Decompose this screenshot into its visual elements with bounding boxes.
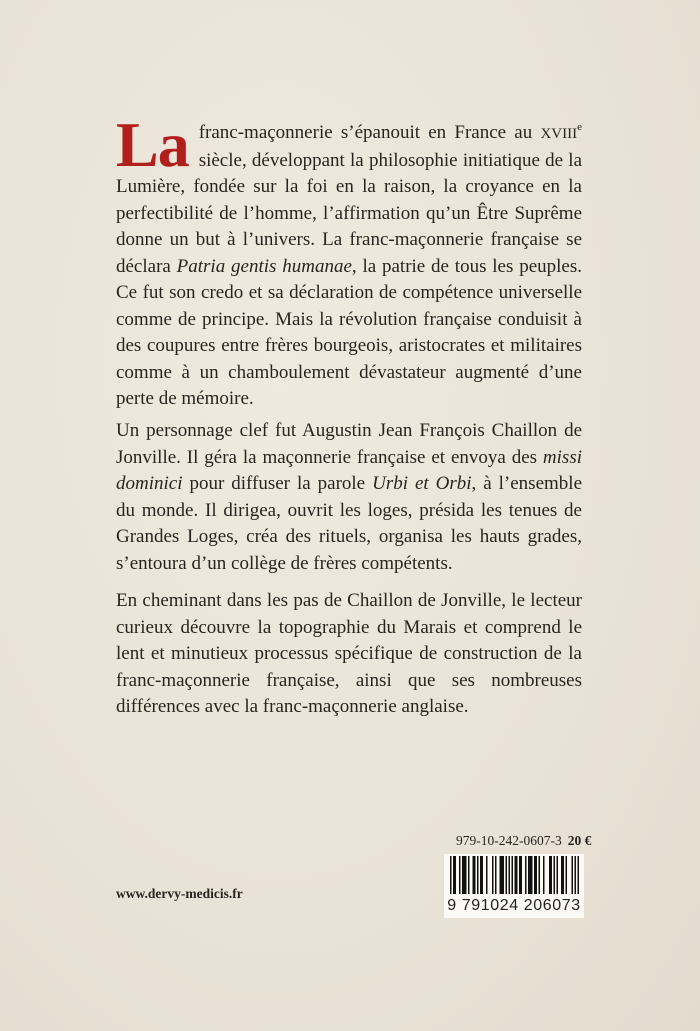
text-segment: franc-maçonnerie s’épanouit en France au — [198, 122, 541, 143]
barcode-digits: 9 791024 206073 — [444, 894, 584, 918]
barcode-bar — [477, 856, 479, 894]
barcode-bar — [480, 856, 483, 894]
price: 20 € — [567, 833, 592, 848]
text-segment: En cheminant dans les pas de Chaillon de Jonville, le lecteur curieux découvre la topographie du Marais et comprend le lent et minutieux processus spécifique de construction de la franc-maçonnerie française, ainsi que ses nombreuses différences avec la franc-maçonnerie anglaise. — [116, 590, 582, 717]
barcode-bar — [455, 856, 457, 894]
barcode-bar — [468, 856, 470, 894]
drop-cap: La — [116, 109, 189, 180]
publisher-website[interactable]: www.dervy-medicis.fr — [116, 886, 243, 901]
barcode-bar — [575, 856, 577, 894]
barcode-bar — [561, 856, 564, 894]
barcode-bar — [543, 856, 545, 894]
barcode-bar — [578, 856, 580, 894]
isbn-number: 979-10-242-0607-3 — [456, 833, 562, 848]
text-segment: e — [577, 121, 582, 133]
barcode-bar — [519, 856, 522, 894]
barcode-bar — [473, 856, 476, 894]
barcode-bar — [450, 856, 452, 894]
text-segment: missi dominici — [116, 446, 582, 494]
barcode-bar — [500, 856, 505, 894]
isbn-price-line — [456, 833, 591, 849]
barcode-bar — [566, 856, 568, 894]
text-segment: siècle, développant la philosophie initiatique de la Lumière, fondée sur la foi en la raison, la croyance en la perfectibilité de l’homme, l’affirmation qu’un Être Suprême donne un but à l’univers. La franc-maçonnerie française se déclara — [116, 149, 582, 277]
text-segment: , la patrie de tous les peuples. Ce fut son credo et sa déclaration de compétence universelle comme de principe. Mais la révolution française conduisit à des coupures entre frères bourgeois, aristocrates et militaires comme à un chamboulement dévastateur augmenté d’une perte de mémoire. — [116, 255, 582, 409]
paragraph-intro — [116, 109, 582, 413]
barcode-bar — [528, 856, 533, 894]
paragraph-marais-text — [116, 590, 582, 717]
barcode-bar — [486, 856, 488, 894]
barcode-bar — [453, 856, 455, 894]
barcode-bar — [506, 856, 508, 894]
barcode-bar — [515, 856, 518, 894]
paragraph-marais — [116, 588, 582, 721]
barcode-bar — [492, 856, 494, 894]
barcode-bar — [512, 856, 514, 894]
barcode-bar — [572, 856, 574, 894]
barcode-bar — [509, 856, 511, 894]
barcode-bar — [459, 856, 461, 894]
paragraph-chaillon — [116, 418, 582, 577]
barcode-bar — [554, 856, 556, 894]
text-segment: Urbi et Orbi — [372, 473, 472, 494]
text-segment: Un personnage clef fut Augustin Jean François Chaillon de Jonville. Il géra la maçonnerie française et envoya des — [116, 420, 582, 468]
text-segment: pour diffuser la parole — [182, 473, 373, 494]
paragraph-chaillon-text — [116, 420, 582, 574]
barcode-bar — [557, 856, 559, 894]
barcode-bar — [534, 856, 537, 894]
barcode-bar — [495, 856, 497, 894]
text-segment: XVIII — [540, 126, 578, 142]
barcode-bar — [539, 856, 541, 894]
barcode-bar — [462, 856, 467, 894]
text-segment: , à l’ensemble du monde. Il dirigea, ouvrit les loges, présida les tenues de Grandes Loges, créa des rituels, organisa les hauts grades, s’entoura d’un collège de frères compétents. — [116, 473, 583, 574]
barcode-bars — [444, 854, 584, 894]
barcode-bar — [549, 856, 552, 894]
text-segment: Patria gentis humanae — [176, 255, 352, 277]
barcode-bar — [525, 856, 527, 894]
